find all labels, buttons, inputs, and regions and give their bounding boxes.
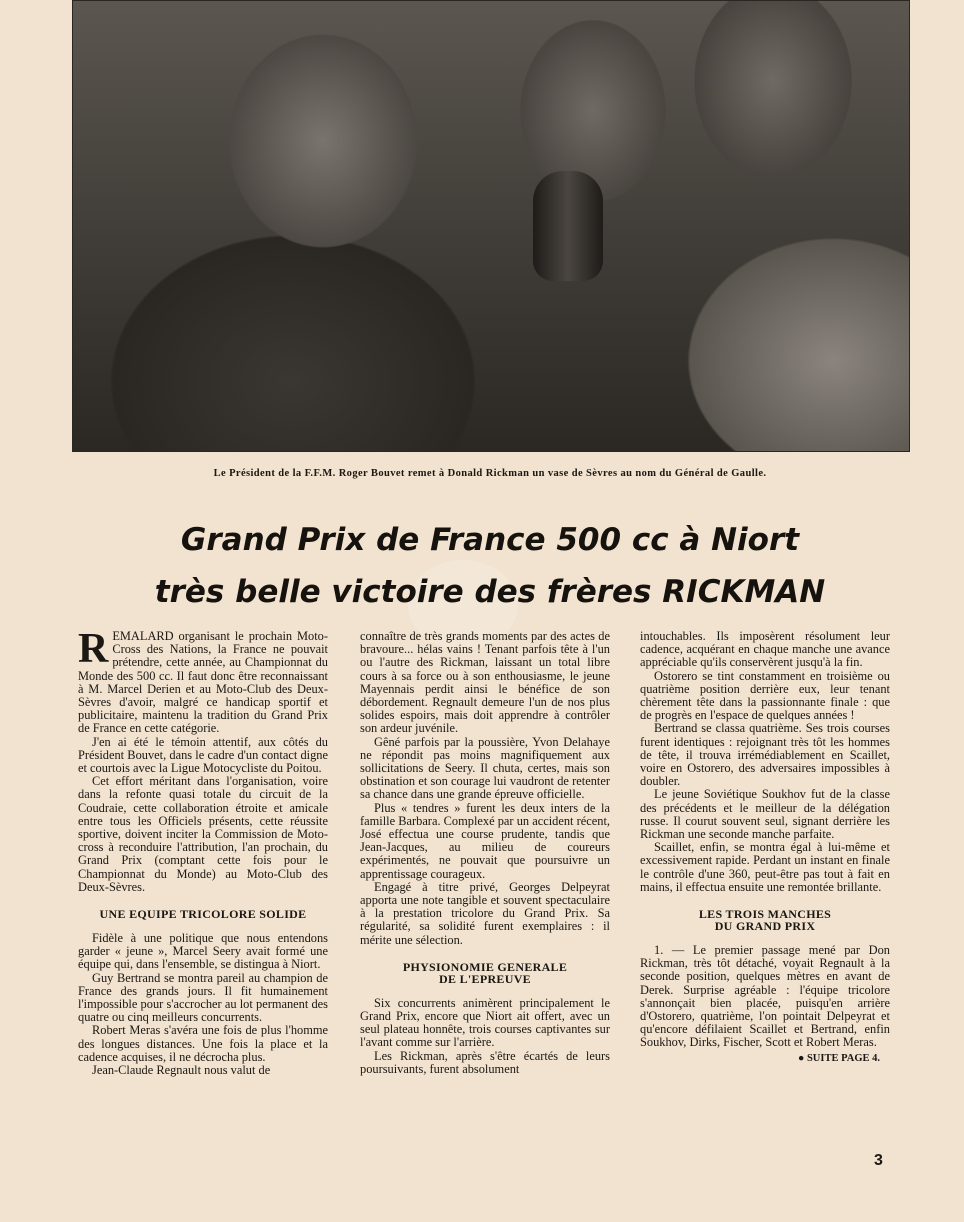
paragraph: Six concurrents animèrent principalement le Grand Prix, encore que Niort ait offert, avec un seul plateau honnête, trois courses captivantes sur l'avant comme sur l'arrière.: [360, 995, 610, 1050]
headline-line-2: très belle victoire des frères RICKMAN: [154, 574, 826, 610]
article-photo: [72, 0, 910, 452]
paragraph: connaître de très grands moments par des actes de bravoure... hélas vains ! Tenant parfois tête à l'un ou l'autre des Rickman, laissant un total libre cours à sa force ou à son enthousiasme, le jeune Mayennais perdit ainsi le bénéfice de son débordement. Regnault demeure l'un de nos plus solides espoirs, mais doit apprendre à contrôler son ardeur juvénile.: [360, 629, 610, 736]
headline-line-1: Grand Prix de France 500 cc à Niort: [180, 522, 800, 558]
paragraph: Plus « tendres » furent les deux inters de la famille Barbara. Complexé par un accident récent, José effectua une course prudente, tandis que Jean-Jacques, au milieu de coureurs expérimentés, ne pouvait que poursuivre un apprentissage courageux.: [360, 800, 610, 881]
paragraph: Gêné parfois par la poussière, Yvon Delahaye ne répondit pas moins magnifiquement aux sollicitations de Seery. Il chuta, certes, mais son obstination et son courage lui vaudront de retenter sa chance dans une grande épreuve officielle.: [360, 734, 610, 802]
drop-cap: R: [78, 626, 109, 672]
section-heading: LES TROIS MANCHES DU GRAND PRIX: [698, 907, 832, 934]
paragraph: REMALARD organisant le prochain Moto-Cross des Nations, la France ne pouvait prétendre, cette année, au Championnat du Monde des 500 cc. Il faut donc être reconnaissant à M. Marcel Derien et au Moto-Club des Deux-Sèvres d'avoir, malgré ce handicap sportif et publicitaire, maintenu la tradition du Grand Prix de France en cette catégorie.: [78, 626, 328, 736]
article-column-3: [640, 630, 890, 1065]
article-column-1: [78, 626, 328, 1078]
page-number: 3: [874, 1152, 883, 1169]
paragraph: Engagé à titre privé, Georges Delpeyrat apporta une note tangible et souvent spectaculaire à la prestation tricolore du Grand Prix. Sa régularité, sa solidité furent exemplaires : il mérite une sélection.: [360, 879, 610, 947]
paragraph: Ostorero se tint constamment en troisième ou quatrième position derrière eux, leur tenant chèrement tête dans la passionnante finale : que de progrès en l'espace de quelques années !: [640, 668, 890, 723]
paragraph: Cet effort méritant dans l'organisation, voire dans la refonte quasi totale du circuit de la Coudraie, cette collaboration étroite et amicale entre tous les Officiels présents, cette réussite sportive, doivent inciter la Commission de Moto-cross à reconduire l'attribution, l'an prochain, du Grand Prix (comptant cette fois pour le Championnat du Monde) au Moto-Club des Deux-Sèvres.: [78, 774, 328, 894]
article-column-2: [360, 630, 610, 1076]
continued-notice: ● SUITE PAGE 4.: [798, 1052, 880, 1064]
paragraph: intouchables. Ils imposèrent résolument leur cadence, acquérant en chaque manche une avance appréciable qu'ils conservèrent jusqu'à la fin.: [640, 629, 890, 670]
section-heading: UNE EQUIPE TRICOLORE SOLIDE: [99, 907, 307, 922]
paragraph: Fidèle à une politique que nous entendons garder « jeune », Marcel Seery avait formé une équipe qui, dans l'ensemble, se distingua à Niort.: [78, 931, 328, 972]
paragraph: Les Rickman, après s'être écartés de leurs poursuivants, furent absolument: [360, 1048, 610, 1076]
trophy-vase: [533, 171, 603, 281]
paragraph: Le jeune Soviétique Soukhov fut de la classe des précédents et le meilleur de la délégation russe. Il courut souvent seul, signant derrière les Rickman une seconde manche parfaite.: [640, 787, 890, 842]
paragraph: Bertrand se classa quatrième. Ses trois courses furent identiques : rejoignant très tôt les hommes de tête, il trouva irrémédiablement en Scaillet, voire en Ostorero, des adversaires impossibles à doubler.: [640, 721, 890, 789]
paragraph: J'en ai été le témoin attentif, aux côtés du Président Bouvet, dans le cadre d'un contact digne et courtois avec la Ligue Motocycliste du Poitou.: [78, 734, 328, 776]
photo-caption: Le Président de la F.F.M. Roger Bouvet remet à Donald Rickman un vase de Sèvres au nom du Général de Gaulle.: [213, 468, 767, 479]
paragraph: Jean-Claude Regnault nous valut de: [92, 1063, 271, 1078]
paragraph: 1. — Le premier passage mené par Don Rickman, très tôt détaché, voyait Regnault à la seconde position, quelques mètres en avant de Derek. Surprise agréable : l'équipe tricolore s'annonçait bien placée, puisqu'en arrière d'Ostorero, quatrième, l'on pointait Delpeyrat et qu'encore défilaient Scaillet et Bertrand, enfin Soukhov, Dirks, Fischer, Scott et Robert Meras.: [640, 943, 890, 1050]
paragraph: Scaillet, enfin, se montra égal à lui-même et excessivement rapide. Perdant un instant en finale le contrôle d'une 360, peut-être pas tout à fait en mains, il effectua ensuite une remontée brillante.: [640, 840, 890, 894]
section-heading: PHYSIONOMIE GENERALE DE L'EPREUVE: [402, 959, 568, 986]
paragraph: Guy Bertrand se montra pareil au champion de France des grands jours. Il fit humainement l'impossible pour s'accrocher au lot permanent des quatre ou cinq meilleurs concurrents.: [78, 970, 328, 1025]
paragraph: Robert Meras s'avéra une fois de plus l'homme des longues distances. Une fois la place et la cadence acquises, il ne décrocha plus.: [78, 1023, 328, 1064]
